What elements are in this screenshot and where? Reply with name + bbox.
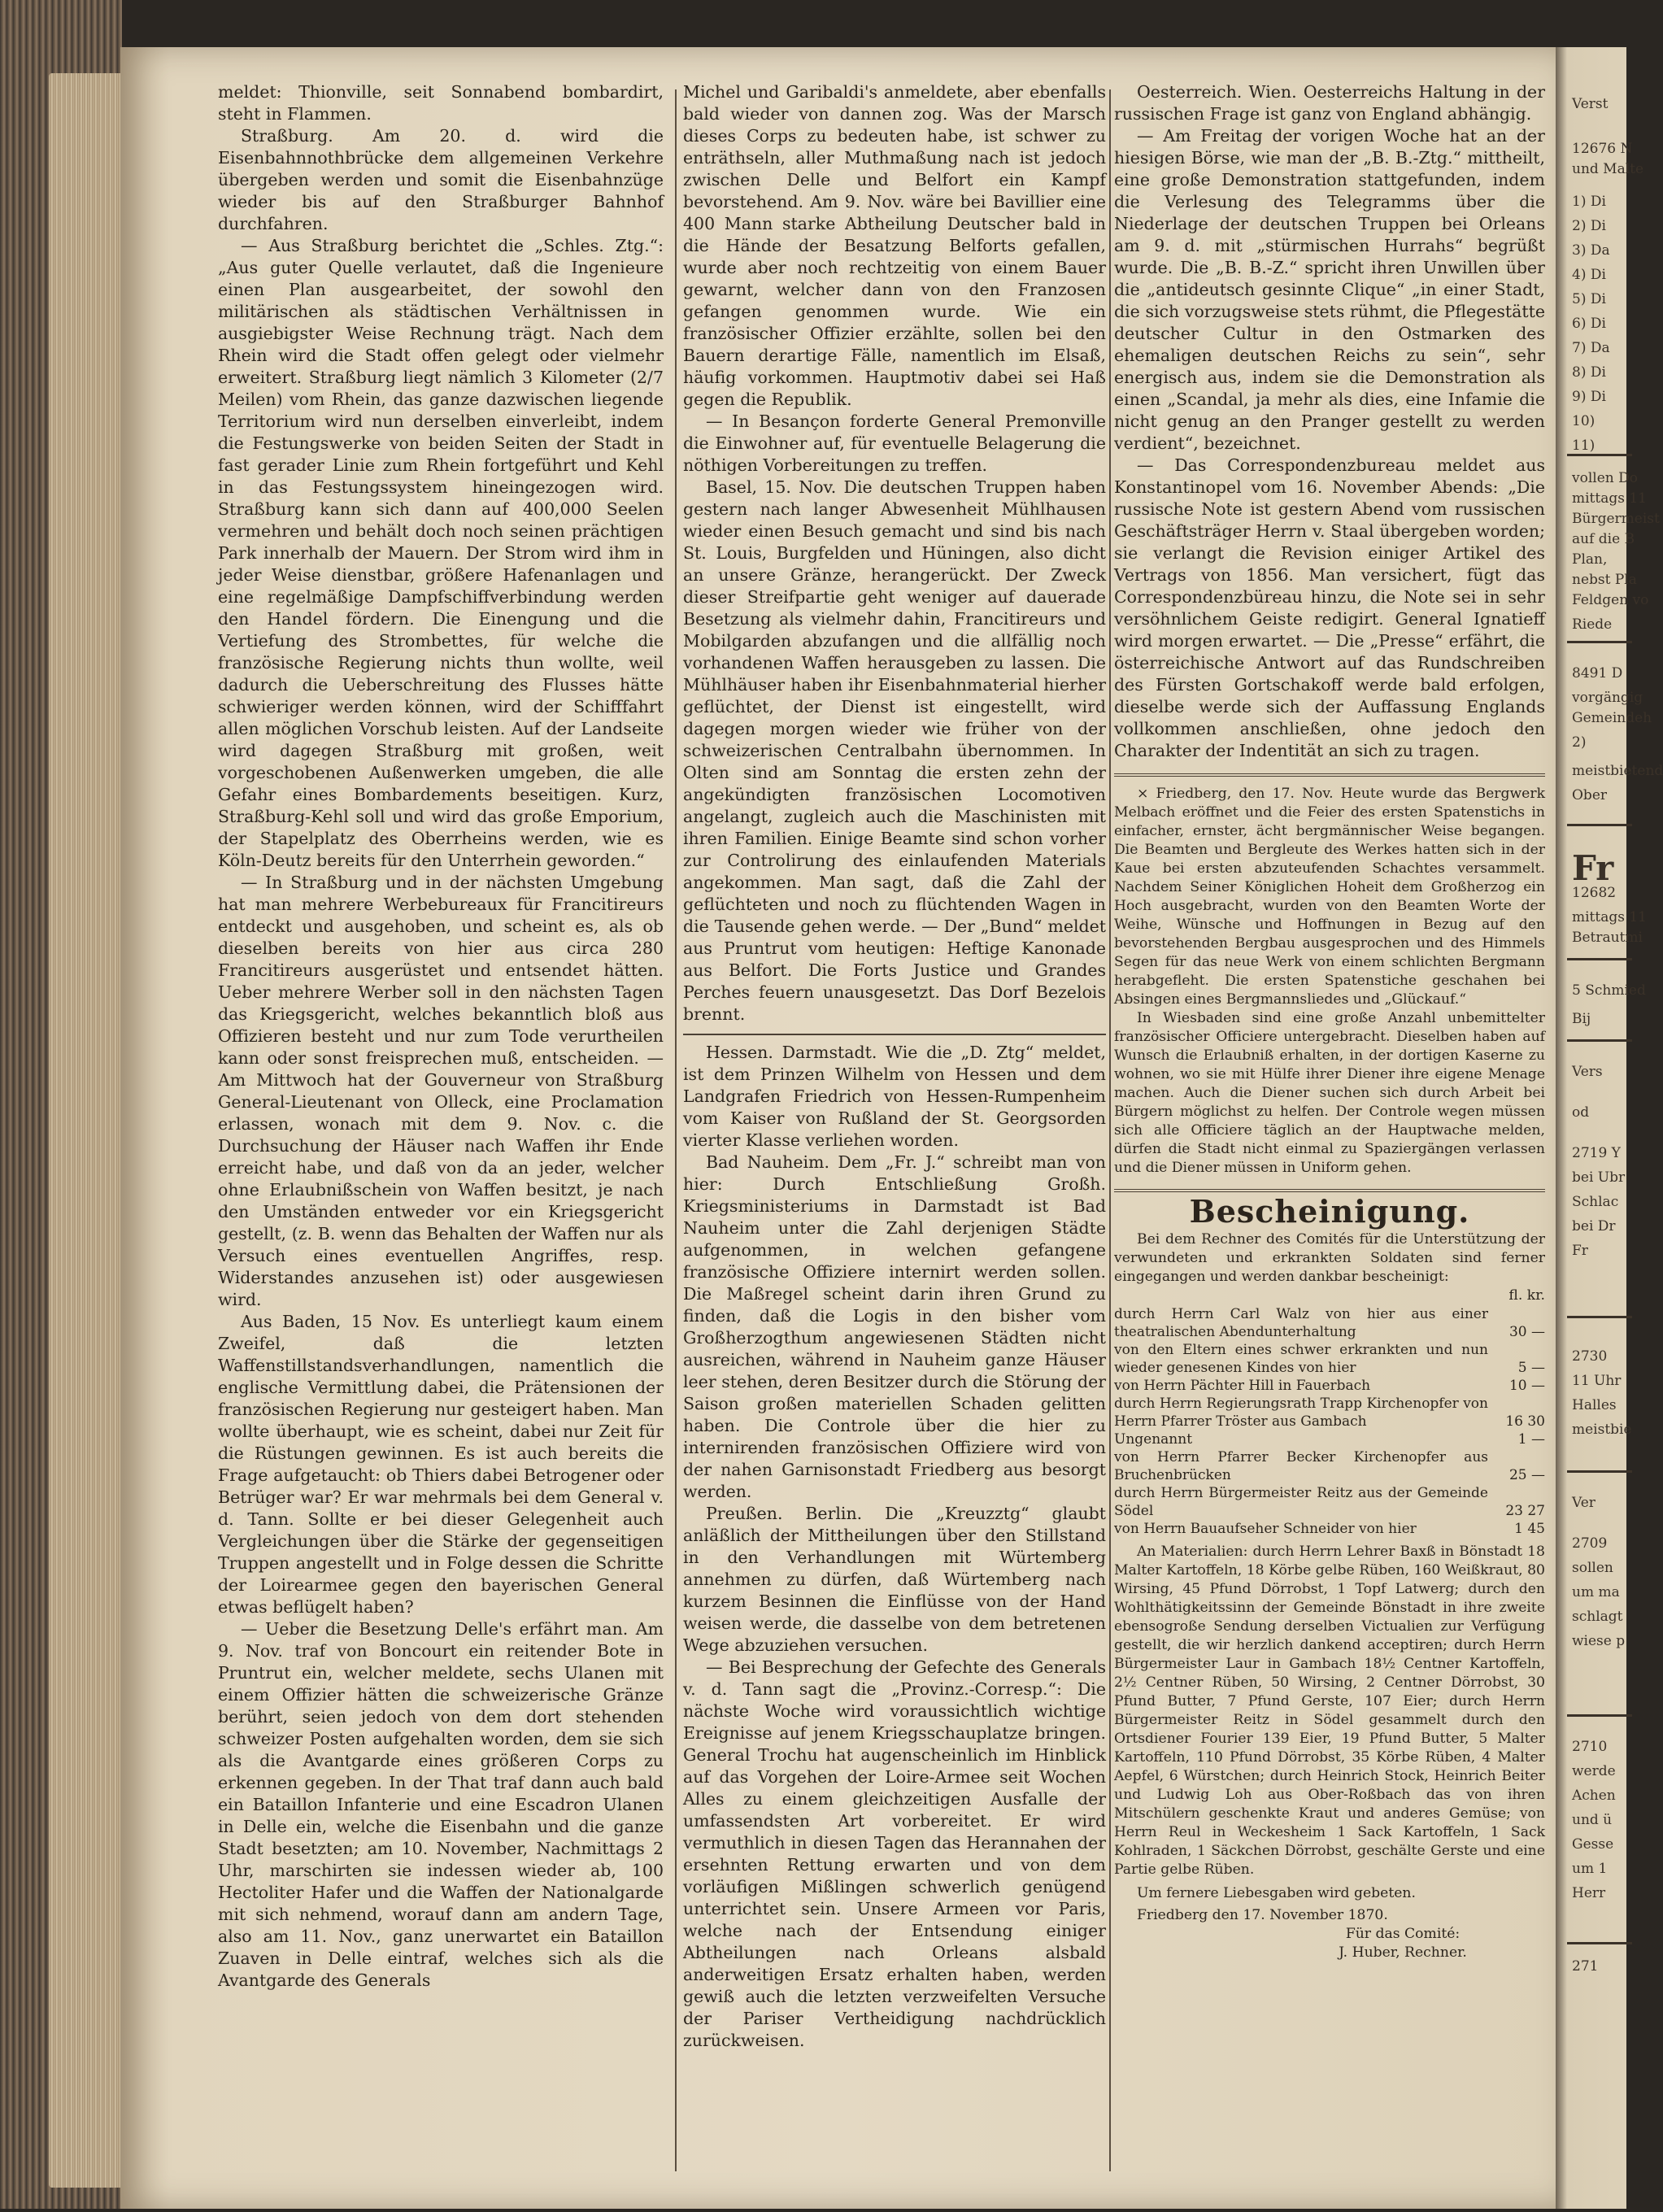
next-page-text-fragment: Achen xyxy=(1572,1787,1616,1804)
article-wiesbaden: In Wiesbaden sind eine große Anzahl unbemittelter französischer Officiere untergebracht. Dieselben haben auf Wunsch die Erlaubniß erhalten, in der dortigen Kaserne zu wohnen, wo sie mit Hülfe ihrer Diener ihre eigene Menage machen. Auch die Diener suchen sich durch Arbeit bei Bürgern möglichst zu helfen. Der Controle wegen müssen sich alle Officiere täglich an der Hauptwache melden, dürfen die Stadt nicht einmal zu Spaziergängen verlassen und die Diener müssen in Uniform gehen. xyxy=(1114,1010,1545,1176)
donation-amount: 25 — xyxy=(1508,1467,1545,1483)
article-oesterreich-wien: Oesterreich. Wien. Oesterreichs Haltung in der russischen Frage ist ganz von England abhängig. xyxy=(1114,82,1545,124)
article-besancon: — In Besançon forderte General Premonville die Einwohner auf, für eventuelle Belagerung die nöthigen Vorbereitungen zu treffen. xyxy=(683,411,1106,475)
next-page-text-fragment: 11) xyxy=(1572,438,1596,454)
next-page-text-fragment: Betrautmi xyxy=(1572,930,1643,946)
next-page-text-fragment: Riede xyxy=(1572,616,1613,633)
donations-table xyxy=(1114,1305,1545,1538)
next-page-text-fragment: 3) Da xyxy=(1572,242,1610,259)
article-aus-baden: Aus Baden, 15 Nov. Es unterliegt kaum einem Zweifel, daß die letzten Waffenstillstandsverhandlungen, namentlich die englische Vermittlung dabei, die Prätensionen der französischen Regierung nur gesteigert haben. Man wollte überhaupt, wie es scheint, dabei nur Zeit für die Rüstungen gewinnen. Es ist auch bereits die Frage aufgetaucht: ob Thiers dabei Betrogener oder Betrüger war? Er war mehrmals bei dem General v. d. Tann. Sollte er bei dieser Gelegenheit auch Vergleichungen über die Stärke der gegenseitigen Truppen angestellt und in Folge dessen die Schritte der Loirearmee gegen den bayerischen General etwas beflügelt haben? xyxy=(218,1312,664,1617)
bescheinigung-title: Bescheinigung. xyxy=(1189,1193,1470,1230)
currency-header: fl. kr. xyxy=(1508,1287,1545,1304)
next-page-text-fragment: Halles xyxy=(1572,1397,1617,1413)
bescheinigung-signature: J. Huber, Rechner. xyxy=(1339,1944,1467,1961)
next-page-text-fragment: Herr xyxy=(1572,1885,1606,1901)
donation-row xyxy=(1114,1305,1545,1341)
next-page-text-fragment: 271 xyxy=(1572,1958,1599,1975)
next-page-text-fragment: Feldgen vo xyxy=(1572,592,1649,608)
next-page-text-fragment: Gesse xyxy=(1572,1836,1614,1853)
article-strassburg-werbebureaux: — In Straßburg und in der nächsten Umgebung hat man mehrere Werbebureaux für Francitireurs entdeckt und ausgehoben, und scheint es, als ob dieselben bereits von hier aus circa 280 Francitireurs ausgerüstet und entsendet hätten. Ueber mehrere Werber soll in den nächsten Tagen das Kriegsgericht, welches bekanntlich bloß aus Offizieren besteht und nur zum Tode verurtheilen kann oder sonst freisprechen muß, entscheiden. — Am Mittwoch hat der Gouverneur von Straßburg General-Lieutenant von Olleck, eine Proclamation erlassen, wonach mit dem 9. Nov. c. die Durchsuchung der Häuser nach Waffen ihr Ende erreicht habe, und daß von da an jeder, welcher ohne Erlaubnißschein von Waffen besitzt, je nach den Umständen entweder vor ein Kriegsgericht gestellt, (z. B. wenn das Behalten der Waffen nur als Versuch eines eventuellen Angriffes, resp. Widerstandes anzusehen ist) oder ausgewiesen wird. xyxy=(218,873,664,1309)
next-page-text-fragment: 2730 xyxy=(1572,1348,1608,1365)
donation-row xyxy=(1114,1484,1545,1520)
next-page-text-fragment: 2) xyxy=(1572,734,1587,751)
donation-donor: durch Herrn Carl Walz von hier aus einer theatralischen Abendunterhaltung xyxy=(1114,1306,1488,1340)
next-page-text-fragment: 5) Di xyxy=(1572,291,1606,307)
article-strassburg-schles-ztg: — Aus Straßburg berichtet die „Schles. Ztg.“: „Aus guter Quelle verlautet, daß die Ingenieure einen Plan ausgearbeitet, der sowohl den militärischen als städtischen Verhältnissen in ausgiebigster Weise Rechnung trägt. Nach dem Rhein wird die Stadt offen gelegt oder vielmehr erweitert. Straßburg liegt nämlich 3 Kilometer (2/7 Meilen) vom Rhein, das ganze dazwischen liegende Territorium wird nun derselben einverleibt, indem die Festungswerke von beiden Seiten der Stadt in fast gerader Linie zum Rhein fortgeführt und Kehl in das Festungssystem hineingezogen wird. Straßburg kann sich dann auf 400,000 Seelen vermehren und behält doch noch seinen prächtigen Park innerhalb der Mauern. Der Strom wird ihm in jeder Weise dienstbar, größere Hafenanlagen und eine regelmäßige Dampfschiffverbindung werden den Handel fördern. Die Einengung und die Vertiefung des Strombettes, für welche die französische Regierung nichts thun wollte, weil dadurch die Ueberschreitung des Flusses hätte schwieriger werden können, wird der Schifffahrt allen möglichen Vorschub leisten. Auf der Landseite wird dagegen Straßburg mit großen, weit vorgeschobenen Außenwerken umgeben, die alle Gefahr eines Bombardements beseitigen. Kurz, Straßburg-Kehl soll und wird das große Emporium, der Stapelplatz des Oberrheins werden, wie es Köln-Deutz bereits für den Unterrhein geworden.“ xyxy=(218,236,664,870)
donation-donor: durch Herrn Regierungsrath Trapp Kirchenopfer von Herrn Pfarrer Tröster aus Gambach xyxy=(1114,1396,1488,1430)
donation-amount: 23 27 xyxy=(1505,1503,1545,1519)
next-page-text-fragment: 8) Di xyxy=(1572,364,1606,381)
next-page-text-fragment: 12676 N xyxy=(1572,141,1633,157)
donation-amount: 30 — xyxy=(1508,1324,1545,1340)
next-page-text-fragment: wiese p xyxy=(1572,1633,1626,1649)
next-page-text-fragment: 7) Da xyxy=(1572,340,1610,356)
next-page-text-fragment: 1) Di xyxy=(1572,194,1606,210)
bescheinigung-materials: An Materialien: durch Herrn Lehrer Baxß in Bönstadt 18 Malter Kartoffeln, 18 Körbe gelbe Rüben, 160 Weißkraut, 80 Wirsing, 45 Pfund Dörrobst, 1 Topf Latwerg; durch den Wohlthätigkeitssinn der Gemeinde Bönstadt in ihre zweite ebensogroße Sendung derselben Victualien zur Verfügung gestellt, die wir herzlich dankend acceptiren; durch Herrn Bürgermeister Laur in Gambach 18½ Centner Kartoffeln, 2½ Centner Rüben, 50 Wirsing, 2 Centner Dörrobst, 30 Pfund Butter, 7 Pfund Gerste, 107 Eier; durch Herrn Bürgermeister Reitz in Södel gesammelt durch den Ortsdiener Fourier 139 Eier, 19 Pfund Butter, 5 Malter Kartoffeln, 110 Pfund Dörrobst, 35 Körbe Rüben, 4 Malter Aepfel, 6 Würstchen; durch Heinrich Stock, Heinrich Beiter und Ludwig Loh aus Ober-Roßbach das von ihren Mitschülern geschenkte Kraut und anderes Gemüse; von Herrn Reul in Weckesheim 1 Sack Kartoffeln, 1 Sack Kohlraden, 1 Säckchen Dörrobst, geschälte Gerste und eine Partie gelbe Rüben. xyxy=(1114,1544,1545,1878)
bescheinigung-closing: Um fernere Liebesgaben wird gebeten. xyxy=(1137,1885,1416,1901)
donation-donor: von den Eltern eines schwer erkrankten und nun wieder genesenen Kindes von hier xyxy=(1114,1342,1488,1376)
donation-donor: von Herrn Pfarrer Becker Kirchenopfer aus Bruchenbrücken xyxy=(1114,1449,1488,1483)
next-page-text-fragment: und Malte xyxy=(1572,161,1644,177)
next-page-text-fragment: Gemeindeh xyxy=(1572,710,1652,726)
next-page-text-fragment: 5 Schmied xyxy=(1572,982,1646,999)
next-page-text-fragment: meistbietend xyxy=(1572,763,1663,779)
next-page-rule xyxy=(1567,958,1632,960)
column-3 xyxy=(1114,81,1545,2212)
section-rule xyxy=(1114,1189,1545,1192)
column-2 xyxy=(683,81,1106,2212)
column-divider-2 xyxy=(1109,89,1111,2171)
next-page-rule xyxy=(1567,824,1632,826)
next-page-text-fragment: 8491 D xyxy=(1572,665,1623,681)
donation-amount: 10 — xyxy=(1508,1378,1545,1394)
article-hessen-darmstadt: Hessen. Darmstadt. Wie die „D. Ztg“ meldet, ist dem Prinzen Wilhelm von Hessen und dem Landgrafen Friedrich von Hessen-Rumpenheim vom Kaiser von Rußland der St. Georgsorden vierter Klasse verliehen worden. xyxy=(683,1043,1106,1150)
article-bad-nauheim: Bad Nauheim. Dem „Fr. J.“ schreibt man von hier: Durch Entschließung Großh. Kriegsministeriums in Darmstadt ist Bad Nauheim unter die Zahl derjenigen Städte aufgenommen, in welchen gefangene französische Offiziere internirt werden sollen. Die Maßregel scheint darin ihren Grund zu finden, daß die Logis in den bisher vom Großherzogthum angewiesenen Städten nicht ausreichen, während in Nauheim ganze Häuser leer stehen, deren Besitzer durch die Störung der Saison großen materiellen Schaden gelitten haben. Die Controle über die hier zu internirenden französischen Offiziere wird von der nahen Garnisonstadt Friedberg aus besorgt werden. xyxy=(683,1152,1106,1501)
next-page-text-fragment: und ü xyxy=(1572,1812,1613,1828)
next-page-text-fragment: od xyxy=(1572,1104,1590,1121)
next-page-text-fragment: 2) Di xyxy=(1572,218,1606,234)
next-page-text-fragment: Vers xyxy=(1572,1064,1603,1080)
next-page-rule xyxy=(1567,641,1632,643)
next-page-text-fragment: Ober xyxy=(1572,787,1608,803)
next-page-text-fragment: Ver xyxy=(1572,1495,1596,1511)
bescheinigung-intro: Bei dem Rechner des Comités für die Unterstützung der verwundeten und erkrankten Soldaten sind ferner eingegangen und werden dankbar bescheinigt: xyxy=(1114,1231,1545,1285)
next-page-rule xyxy=(1567,1470,1632,1473)
article-preussen-berlin: Preußen. Berlin. Die „Kreuzztg“ glaubt anläßlich der Mittheilungen über den Stillstand in den Verhandlungen mit Würtemberg annehmen zu dürfen, daß Würtemberg nach kurzem Besinnen die Einflüsse von der Hand weisen werde, die dasselbe von dem betretenen Wege abzuziehen versuchen. xyxy=(683,1504,1106,1655)
next-page-text-fragment: vorgängig xyxy=(1572,690,1643,706)
bescheinigung-for-comite: Für das Comité: xyxy=(1345,1926,1461,1942)
donation-amount: 1 45 xyxy=(1514,1521,1545,1537)
next-page-text-fragment: Fr xyxy=(1572,848,1614,888)
donation-amount: 16 30 xyxy=(1505,1413,1545,1430)
article-delle-continued: Michel und Garibaldi's anmeldete, aber ebenfalls bald wieder von dannen zog. Was der Marsch dieses Corps zu bedeuten habe, ist schwer zu enträthseln, aller Muthmaßung nach ist jedoch zwischen Delle und Belfort ein Kampf bevorstehend. Am 9. Nov. wäre bei Bavillier eine 400 Mann starke Abtheilung Deutscher bald in die Hände der Besatzung Belforts gefallen, wurde aber noch rechtzeitig von einem Bauer gewarnt, welcher dann von den Franzosen gefangen genommen wurde. Wie ein französischer Offizier erzählte, sollen bei den Bauern derartige Fälle, namentlich im Elsaß, häufig vorkommen. Hauptmotiv dabei sei Haß gegen die Republik. xyxy=(683,82,1106,409)
donation-donor: durch Herrn Bürgermeister Reitz aus der Gemeinde Södel xyxy=(1114,1485,1488,1519)
donation-donor: Ungenannt xyxy=(1114,1431,1193,1448)
next-page-text-fragment: 12682 xyxy=(1572,885,1617,901)
next-page-text-fragment: sollen xyxy=(1572,1560,1613,1576)
next-page-text-fragment: schlagt xyxy=(1572,1609,1623,1625)
donation-row xyxy=(1114,1448,1545,1484)
column-divider-1 xyxy=(675,89,677,2171)
article-correspondenzbureau: — Das Correspondenzbureau meldet aus Konstantinopel vom 16. November Abends: „Die russische Note ist gestern Abend vom russischen Geschäftsträger Herrn v. Staal übergeben worden; sie verlangt die Revision einiger Artikel des Vertrags von 1856. Man versichert, fügt das Correspondenzbüreau hinzu, die Note sei in sehr versöhnlichem Geiste redigirt. General Ignatieff wird morgen erwartet. — Die „Presse“ erfährt, die österreichische Antwort auf das Rundschreiben des Fürsten Gortschakoff werde bald erfolgen, dieselbe werde sich der Auffassung Englands vollkommen anschließen, ohne jedoch den Charakter der Indentität an sich zu tragen. xyxy=(1114,455,1545,760)
next-page-rule xyxy=(1567,1316,1632,1318)
article-delle: — Ueber die Besetzung Delle's erfährt man. Am 9. Nov. traf von Boncourt ein reitender Bote in Pruntrut ein, welcher meldete, sechs Ulanen mit einem Offizier hätten die schweizerische Gränze berührt, seien jedoch von dem dort stehenden schweizer Posten aufgehalten worden, dem sie sich als die Avantgarde eines größeren Corps zu erkennen gegeben. In der That traf dann auch bald ein Bataillon Infanterie und eine Escadron Ulanen in Delle ein, welche die Eisenbahn und die ganze Stadt besetzten; am 10. November, Nachmittags 2 Uhr, marschirten sie indessen wieder ab, 100 Hectoliter Hafer und die Waffen der Nationalgarde mit sich nehmend, worauf dann am andern Tage, also am 11. Nov., ganz unerwartet ein Bataillon Zuaven in Delle eintraf, welches sich als die Avantgarde des Generals xyxy=(218,1619,664,1990)
next-page-text-fragment: Schlac xyxy=(1572,1194,1619,1210)
donation-row xyxy=(1114,1377,1545,1395)
next-page-text-fragment: Verst xyxy=(1572,96,1609,112)
article-thionville: meldet: Thionville, seit Sonnabend bombardirt, steht in Flammen. xyxy=(218,82,664,124)
article-basel: Basel, 15. Nov. Die deutschen Truppen haben gestern nach langer Abwesenheit Mühlhausen wieder einen Besuch gemacht und sind bis nach St. Louis, Burgfelden und Hüningen, also dicht an unsere Gränze, herangerückt. Der Zweck dieser Streifpartie geht weniger auf dauerade Besetzung als vielmehr dahin, Francitireurs und Mobilgarden abzufangen und die allfällig noch vorhandenen Waffen herausgeben zu lassen. Die Mühlhäuser haben ihr Eisenbahnmaterial hierher geflüchtet, der Dienst ist eingestellt, wird dagegen morgen wieder wie früher von der schweizerischen Centralbahn übernommen. In Olten sind am Sonntag die ersten zehn der angekündigten französischen Locomotiven angelangt, zugleich auch die Maschinisten mit ihren Familien. Einige Beamte sind schon vorher zur Controlirung des einlaufenden Materials angekommen. Man sagt, daß die Zahl der geflüchteten und noch zu flüchtenden Wagen in die Tausende gehen werde. — Der „Bund“ meldet aus Pruntrut vom heutigen: Heftige Kanonade aus Belfort. Die Forts Justice und Grandes Perches feuern unausgesetzt. Das Dorf Bezelois brennt. xyxy=(683,477,1106,1024)
next-page-text-fragment: mittags 11 xyxy=(1572,909,1647,925)
book-page-edges xyxy=(0,0,122,2209)
next-page-text-fragment: nebst Pla xyxy=(1572,572,1637,588)
donation-row xyxy=(1114,1341,1545,1377)
next-page-text-fragment: auf die B xyxy=(1572,531,1635,547)
next-page-text-fragment: 2710 xyxy=(1572,1739,1608,1755)
next-page-text-fragment: Bij xyxy=(1572,1011,1591,1027)
section-rule xyxy=(1114,773,1545,777)
next-page-text-fragment: 9) Di xyxy=(1572,389,1606,405)
donation-donor: von Herrn Bauaufseher Schneider von hier xyxy=(1114,1521,1417,1537)
section-rule xyxy=(683,1034,1106,1035)
next-page-text-fragment: um ma xyxy=(1572,1584,1620,1600)
article-provinz-corresp: — Bei Besprechung der Gefechte des Generals v. d. Tann sagt die „Provinz.-Corresp.“: Die nächste Woche wird voraussichtlich wichtige Ereignisse auf jenem Kriegsschauplatze bringen. General Trochu hat augenscheinlich im Hinblick auf das Vorgehen der Loire-Armee seit Wochen Alles zu einem gleichzeitigen Ausfalle der umfassendsten Art vorbereitet. Er wird vermuthlich in diesen Tagen das Herannahen der ersehnten Rettung erwarten und von dem vorläufigen Mißlingen schwerlich genügend unterrichtet sein. Unsere Armeen vor Paris, welche nach der Entsendung einiger Abtheilungen nach Orleans alsbald anderweitigen Ersatz erhalten haben, werden gewiß auch die letzten verzweifelten Versuche der Pariser Vertheidigung nachdrücklich zurückweisen. xyxy=(683,1657,1106,2050)
donation-amount: 1 — xyxy=(1517,1431,1545,1448)
article-boerse-demonstration: — Am Freitag der vorigen Woche hat an der hiesigen Börse, wie man der „B. B.-Ztg.“ mittheilt, eine große Demonstration stattgefunden, indem die Verlesung des Telegramms über die Niederlage der deutschen Truppen bei Orleans am 9. d. mit „stürmischen Hurrahs“ begrüßt wurde. Die „B. B.-Z.“ spricht ihren Unwillen über die „antideutsch gesinnte Clique“ „in einer Stadt, die sich vorzugsweise stets rühmt, die Pflegestätte deutscher Cultur in den Ostmarken des ehemaligen deutschen Reichs zu sein“, sehr energisch aus, indem sie die Demonstration als einen „Scandal, ja mehr als dies, eine Infamie die nicht genug an den Pranger gestellt zu werden verdient“, bezeichnet. xyxy=(1114,126,1545,453)
next-page-text-fragment: meistbie xyxy=(1572,1422,1632,1438)
next-page-text-fragment: 2709 xyxy=(1572,1535,1608,1552)
next-page-text-fragment: 2719 Y xyxy=(1572,1145,1621,1161)
next-page-text-fragment: Bürgermeist xyxy=(1572,511,1660,527)
donation-donor: von Herrn Pächter Hill in Fauerbach xyxy=(1114,1378,1371,1394)
donation-amount: 5 — xyxy=(1517,1360,1545,1376)
next-page-text-fragment: vollen Do xyxy=(1572,470,1638,486)
next-page-text-fragment: Fr xyxy=(1572,1243,1588,1259)
donation-row xyxy=(1114,1430,1545,1448)
next-page-text-fragment: 10) xyxy=(1572,413,1596,429)
next-page-text-fragment: 6) Di xyxy=(1572,316,1606,332)
next-page-text-fragment: 4) Di xyxy=(1572,267,1606,283)
bescheinigung-dateline: Friedberg den 17. November 1870. xyxy=(1137,1907,1388,1923)
next-page-text-fragment: um 1 xyxy=(1572,1861,1608,1877)
next-page-text-fragment: bei Dr xyxy=(1572,1218,1616,1234)
next-page-text-fragment: werde xyxy=(1572,1763,1616,1779)
next-page-rule xyxy=(1567,1942,1632,1944)
next-page-rule xyxy=(1567,1039,1632,1042)
stacked-page-edges xyxy=(49,73,126,2188)
next-page-text-fragment: Plan, xyxy=(1572,551,1608,568)
donation-row xyxy=(1114,1395,1545,1430)
next-page-rule xyxy=(1567,1714,1632,1717)
article-friedberg: × Friedberg, den 17. Nov. Heute wurde das Bergwerk Melbach eröffnet und die Feier des ersten Spatenstichs in einfacher, ernster, ächt bergmännischer Weise begangen. Die Beamten und Bergleute des Werkes hatten sich in der Kaue bei ersten abzuteufenden Schachtes versammelt. Nachdem Seiner Königlichen Hoheit dem Großherzog ein Hoch ausgebracht, wurden von den Beamten Worte der Weihe, Wünsche und Hoffnungen in Bezug auf den bevorstehenden Bergbau ausgesprochen und des Himmels Segen für das neue Werk von einem schlichten Bergmann herabgefleht. Die ersten Spatenstiche geschahen bei Absingen eines Bergmannsliedes und „Glückauf.“ xyxy=(1114,786,1545,1008)
next-page-text-fragment: mittags 11 xyxy=(1572,490,1647,507)
column-1 xyxy=(218,81,664,2212)
article-strassburg: Straßburg. Am 20. d. wird die Eisenbahnnothbrücke dem allgemeinen Verkehre übergeben werden und somit die Eisenbahnzüge wieder bis auf den Straßburger Bahnhof durchfahren. xyxy=(218,126,664,233)
next-page-text-fragment: 11 Uhr xyxy=(1572,1373,1622,1389)
next-page-text-fragment: bei Ubr xyxy=(1572,1169,1626,1186)
adjacent-page-fragment xyxy=(1556,47,1663,2209)
next-page-rule xyxy=(1567,454,1632,456)
donation-row xyxy=(1114,1520,1545,1538)
